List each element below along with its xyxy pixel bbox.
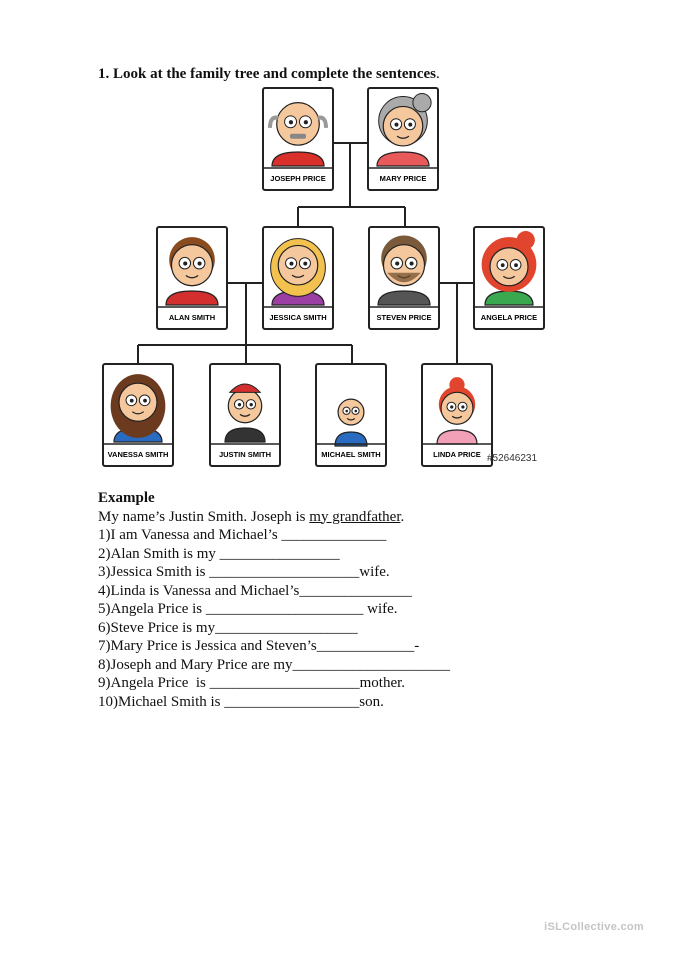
example-before: My name’s Justin Smith. Joseph is [98,508,310,525]
avatar [111,374,166,442]
example-title: Example [98,490,155,506]
person-name: LINDA PRICE [433,450,481,459]
person-card-justin-smith [210,364,280,466]
person-name: ALAN SMITH [168,313,216,322]
exercise-block [98,489,450,711]
sentence-9: 9)Angela Price is ____________________mother. [98,675,406,691]
heading-text: Look at the family tree and complete the sentences [113,66,436,82]
avatar [225,384,265,442]
example-sentence [98,508,450,527]
avatar [271,239,326,305]
sentence-1: 1)I am Vanessa and Michael’s ______________ [98,527,387,543]
sentence-7: 7)Mary Price is Jessica and Steven’s_____________- [98,638,420,654]
avatar [378,236,430,305]
person-name: MICHAEL SMITH [321,450,381,459]
family-tree [0,0,686,480]
person-name: JUSTIN SMITH [218,450,272,459]
person-card-jessica-smith [263,227,333,329]
person-card-angela-price [474,227,544,329]
person-name: ANGELA PRICE [480,313,538,322]
person-name: STEVEN PRICE [376,313,432,322]
stock-id: #52646231 [487,453,538,464]
sentence-10: 10)Michael Smith is __________________son. [98,693,384,710]
person-card-steven-price [369,227,439,329]
person-card-mary-price [368,88,438,190]
person-name: MARY PRICE [379,174,427,183]
heading-number: 1. [98,66,110,82]
sentence-2: 2)Alan Smith is my ________________ [98,545,340,562]
person-name: VANESSA SMITH [107,450,169,459]
person-card-vanessa-smith [103,364,173,466]
example-answer: my grandfather [309,508,401,525]
person-card-joseph-price [263,88,333,190]
person-card-michael-smith [316,364,386,466]
sentence-list [98,526,450,711]
sentence-4: 4)Linda is Vanessa and Michael’s_______________ [98,582,412,599]
example-after: . [400,508,405,525]
person-card-alan-smith [157,227,227,329]
avatar [166,237,218,305]
heading-end: . [436,66,440,82]
person-name: JOSEPH PRICE [270,174,326,183]
sentence-3: 3)Jessica Smith is ____________________wife. [98,564,390,580]
person-card-linda-price [422,364,492,466]
sentence-8: 8)Joseph and Mary Price are my_____________________ [98,656,451,673]
sentence-5: 5)Angela Price is _____________________ wife. [98,601,398,617]
avatar [377,94,431,166]
site-watermark: iSLCollective.com [544,921,644,933]
person-name: JESSICA SMITH [269,313,327,322]
sentence-6: 6)Steve Price is my___________________ [98,619,358,636]
